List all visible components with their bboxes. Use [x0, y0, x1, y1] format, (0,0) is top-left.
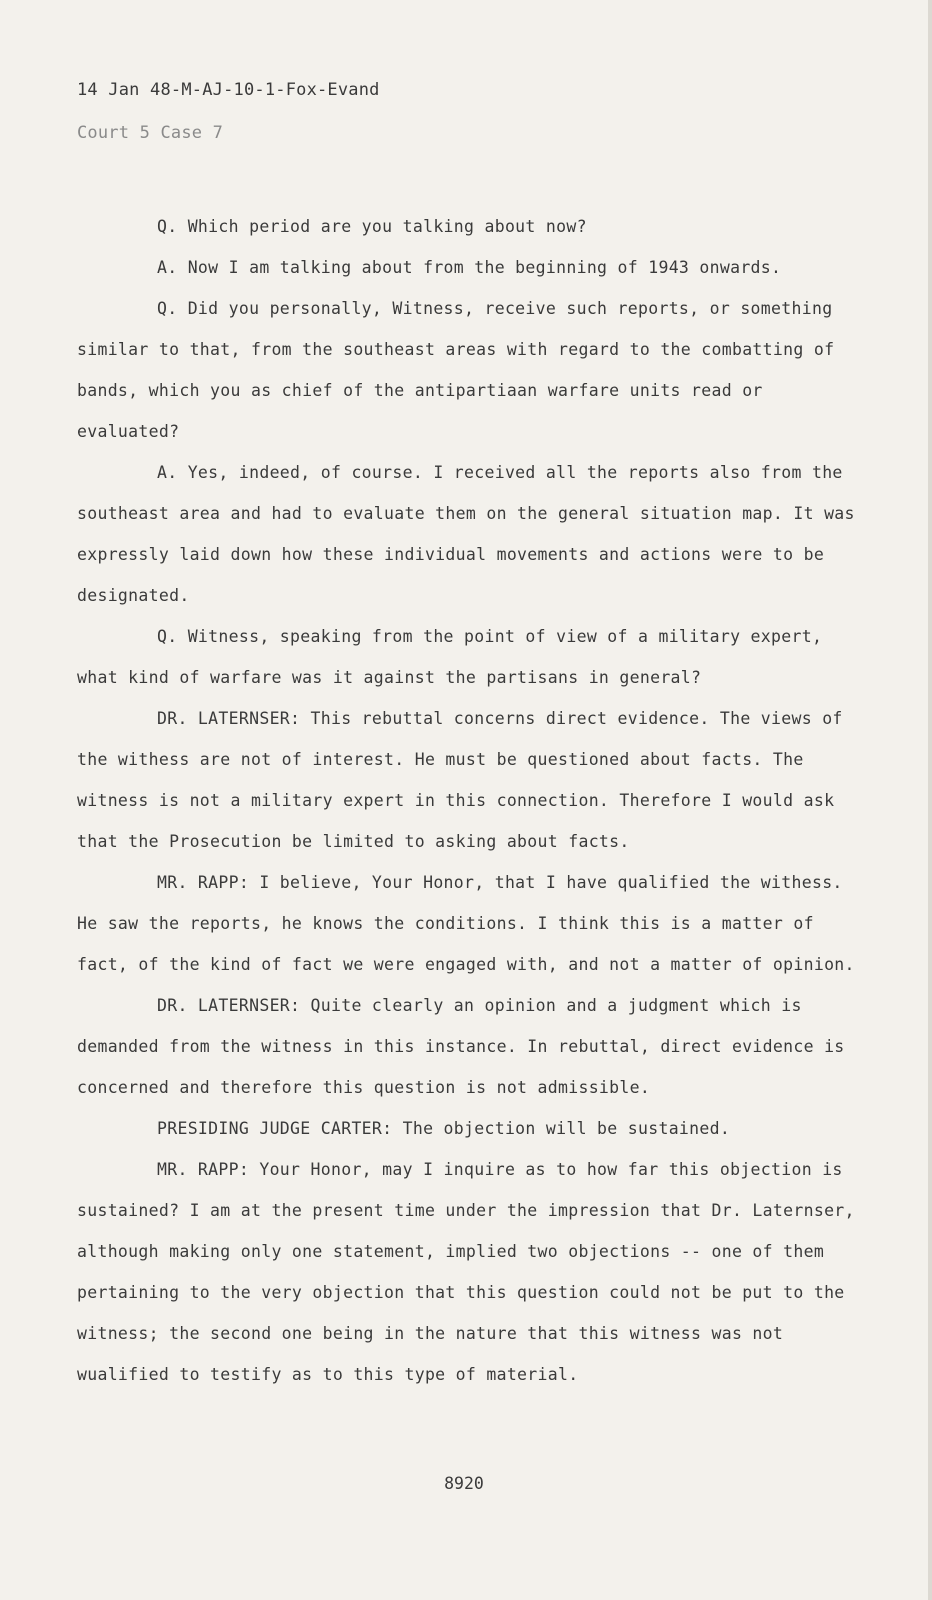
paragraph: MR. RAPP: I believe, Your Honor, that I have qualified the withess. He saw the reports, he knows the conditions. I think this is a matter of fact, of the kind of fact we were engaged with, and not a matter of opinion. [77, 873, 855, 974]
paragraph: A. Now I am talking about from the beginning of 1943 onwards. [157, 258, 782, 277]
paragraph: Q. Which period are you talking about now? [157, 217, 587, 236]
paragraph: Q. Witness, speaking from the point of view of a military expert, what kind of warfare was it against the partisans in general? [77, 627, 823, 687]
transcript-body [77, 206, 867, 1395]
header-reference: 14 Jan 48-M-AJ-10-1-Fox-Evand [77, 80, 380, 100]
paragraph: Q. Did you personally, Witness, receive such reports, or something similar to that, from the southeast areas with regard to the combatting of bands, which you as chief of the antipartiaan warfare units read or evaluated? [77, 299, 835, 441]
paragraph: A. Yes, indeed, of course. I received all the reports also from the southeast area and had to evaluate them on the general situation map. It was expressly laid down how these individual movements and actions were to be designated. [77, 463, 855, 605]
paragraph: DR. LATERNSER: This rebuttal concerns direct evidence. The views of the withess are not of interest. He must be questioned about facts. The witness is not a military expert in this connection. Therefore I would ask that the Prosecution be limited to asking about facts. [77, 709, 843, 851]
header-court-case: Court 5 Case 7 [77, 123, 224, 143]
paragraph: PRESIDING JUDGE CARTER: The objection will be sustained. [157, 1119, 731, 1138]
paragraph: DR. LATERNSER: Quite clearly an opinion and a judgment which is demanded from the witness in this instance. In rebuttal, direct evidence is concerned and therefore this question is not admissible. [77, 996, 845, 1097]
paragraph: MR. RAPP: Your Honor, may I inquire as to how far this objection is sustained? I am at the present time under the impression that Dr. Laternser, although making only one statement, implied two objections -- one of them pertaining to the very objection that this question could not be put to the witness; the second one being in the nature that this witness was not wualified to testify as to this type of material. [77, 1160, 855, 1384]
page-number: 8920 [444, 1474, 484, 1493]
